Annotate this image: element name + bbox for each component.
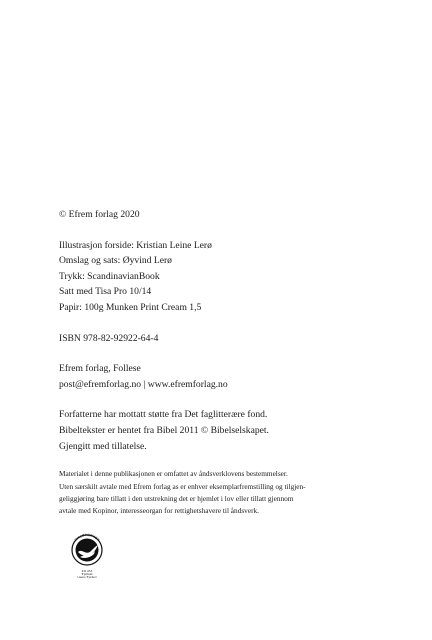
paper-credit: Papir: 100g Munken Print Cream 1,5 bbox=[59, 301, 202, 313]
publisher-contact: post@efremforlag.no | www.efremforlag.no bbox=[59, 378, 228, 390]
isbn-line: ISBN 978-82-92922-64-4 bbox=[59, 332, 159, 344]
publisher-name: Efrem forlag, Follese bbox=[59, 363, 141, 375]
credits-block bbox=[59, 238, 399, 316]
ecolabel-license: 241 053 bbox=[81, 570, 93, 573]
ecolabel-caption bbox=[67, 570, 107, 580]
print-credit: Trykk: ScandinavianBook bbox=[59, 270, 160, 282]
legal-line: geliggjøring bare tillatt i den utstrekning det er hjemlet i lov eller tillatt gjennom bbox=[59, 493, 294, 503]
notes-block bbox=[59, 407, 399, 454]
support-note: Forfatterne har mottatt støtte fra Det faglitterære fond. bbox=[59, 409, 268, 421]
colophon bbox=[59, 207, 399, 518]
legal-block bbox=[59, 468, 399, 518]
copyright-line: © Efrem forlag 2020 bbox=[59, 209, 140, 220]
typeset-credit: Satt med Tisa Pro 10/14 bbox=[59, 286, 152, 298]
isbn-block bbox=[59, 331, 399, 347]
ring-text: MILJØMERKET bbox=[73, 532, 101, 543]
ecolabel-caption-line: Trykksak bbox=[81, 573, 93, 577]
bible-note: Bibeltekster er hentet fra Bibel 2011 © Bibelselskapet. bbox=[59, 424, 269, 436]
nordic-swan-ecolabel-icon bbox=[67, 530, 107, 590]
illustration-credit: Illustrasjon forside: Kristian Leine Lerø bbox=[59, 239, 212, 251]
legal-line: avtale med Kopinor, interesseorgan for rettighetshavere til åndsverk. bbox=[59, 506, 259, 516]
publisher-block bbox=[59, 361, 399, 392]
layout-credit: Omslag og sats: Øyvind Lerø bbox=[59, 255, 172, 267]
permission-note: Gjengitt med tillatelse. bbox=[59, 440, 147, 452]
copyright-block bbox=[59, 207, 399, 223]
legal-line: Uten særskilt avtale med Efrem forlag as er enhver eksemplarfremstilling og tilgjen- bbox=[59, 481, 306, 491]
swan-emblem bbox=[67, 530, 107, 570]
ecolabel-caption-line: Lisens Trykkeri bbox=[77, 576, 97, 580]
legal-line: Materialet i denne publikasjonen er omfattet av åndsverklovens bestemmelser. bbox=[59, 469, 288, 479]
